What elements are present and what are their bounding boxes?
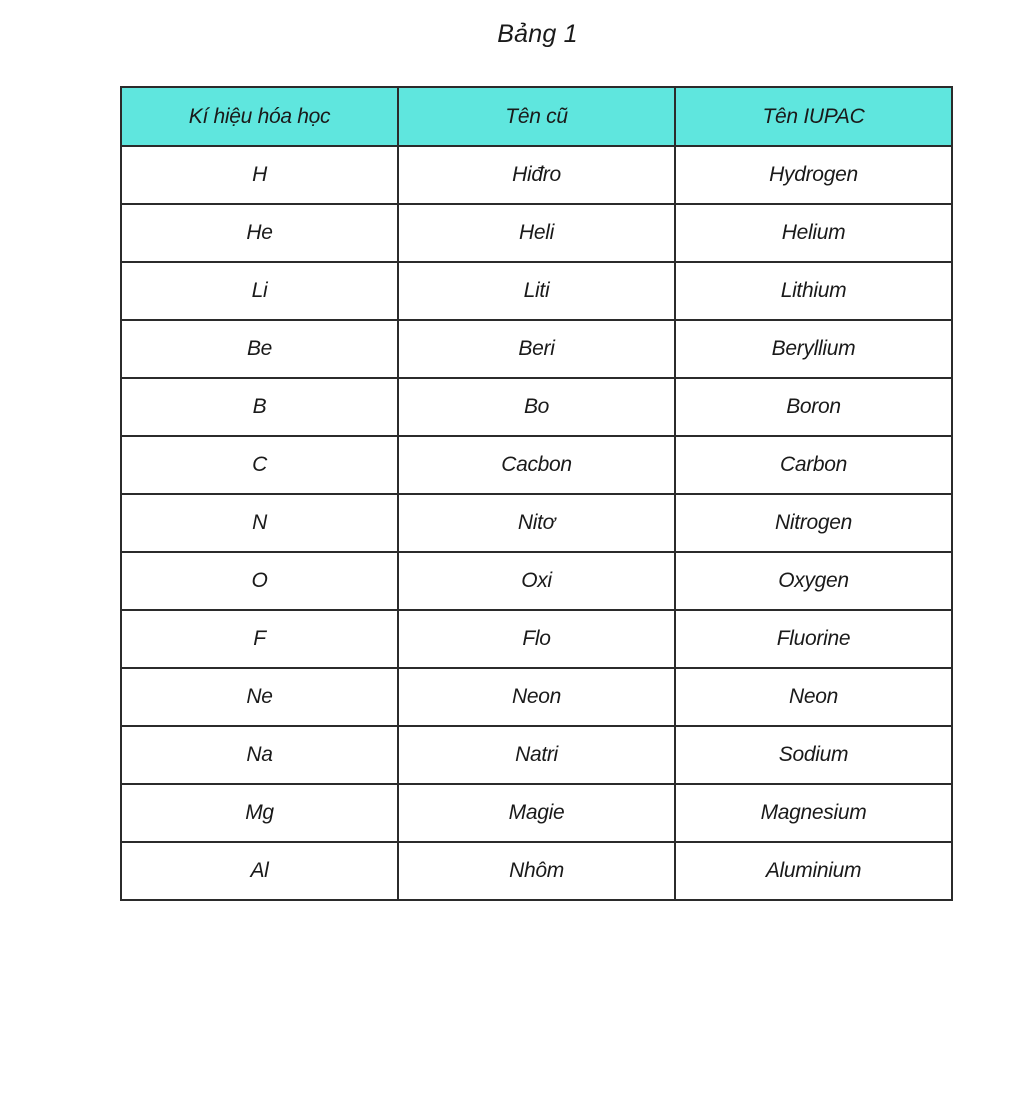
- cell-old-name: Bo: [398, 378, 675, 436]
- table-row: [121, 262, 952, 320]
- table-row: [121, 204, 952, 262]
- header-row: [121, 87, 952, 146]
- cell-iupac-name: Helium: [675, 204, 952, 262]
- cell-iupac-name: Oxygen: [675, 552, 952, 610]
- table-body: [121, 146, 952, 900]
- cell-old-name: Beri: [398, 320, 675, 378]
- cell-iupac-name: Magnesium: [675, 784, 952, 842]
- cell-iupac-name: Hydrogen: [675, 146, 952, 204]
- cell-iupac-name: Aluminium: [675, 842, 952, 900]
- table-caption: Bảng 1: [497, 20, 578, 48]
- table-row: [121, 146, 952, 204]
- cell-symbol: Ne: [121, 668, 398, 726]
- cell-old-name: Magie: [398, 784, 675, 842]
- cell-iupac-name: Lithium: [675, 262, 952, 320]
- cell-symbol: Be: [121, 320, 398, 378]
- header-iupac-name: Tên IUPAC: [675, 87, 952, 146]
- table-row: [121, 668, 952, 726]
- cell-old-name: Heli: [398, 204, 675, 262]
- table-row: [121, 726, 952, 784]
- cell-symbol: Mg: [121, 784, 398, 842]
- cell-old-name: Oxi: [398, 552, 675, 610]
- cell-old-name: Cacbon: [398, 436, 675, 494]
- cell-old-name: Flo: [398, 610, 675, 668]
- cell-iupac-name: Boron: [675, 378, 952, 436]
- table-row: [121, 436, 952, 494]
- table-row: [121, 378, 952, 436]
- table-row: [121, 320, 952, 378]
- cell-symbol: He: [121, 204, 398, 262]
- cell-old-name: Nitơ: [398, 494, 675, 552]
- cell-symbol: Na: [121, 726, 398, 784]
- table-row: [121, 494, 952, 552]
- cell-iupac-name: Beryllium: [675, 320, 952, 378]
- cell-iupac-name: Sodium: [675, 726, 952, 784]
- cell-old-name: Liti: [398, 262, 675, 320]
- cell-old-name: Nhôm: [398, 842, 675, 900]
- cell-symbol: Al: [121, 842, 398, 900]
- cell-symbol: F: [121, 610, 398, 668]
- table-row: [121, 610, 952, 668]
- cell-symbol: O: [121, 552, 398, 610]
- cell-iupac-name: Neon: [675, 668, 952, 726]
- cell-symbol: N: [121, 494, 398, 552]
- cell-symbol: C: [121, 436, 398, 494]
- table-header: [121, 87, 952, 146]
- cell-iupac-name: Nitrogen: [675, 494, 952, 552]
- cell-symbol: Li: [121, 262, 398, 320]
- cell-iupac-name: Carbon: [675, 436, 952, 494]
- header-old-name: Tên cũ: [398, 87, 675, 146]
- table-row: [121, 842, 952, 900]
- cell-symbol: H: [121, 146, 398, 204]
- cell-old-name: Neon: [398, 668, 675, 726]
- header-chemical-symbol: Kí hiệu hóa học: [121, 87, 398, 146]
- cell-symbol: B: [121, 378, 398, 436]
- cell-iupac-name: Fluorine: [675, 610, 952, 668]
- cell-old-name: Natri: [398, 726, 675, 784]
- table-row: [121, 552, 952, 610]
- table-row: [121, 784, 952, 842]
- element-names-table: [120, 86, 953, 901]
- cell-old-name: Hiđro: [398, 146, 675, 204]
